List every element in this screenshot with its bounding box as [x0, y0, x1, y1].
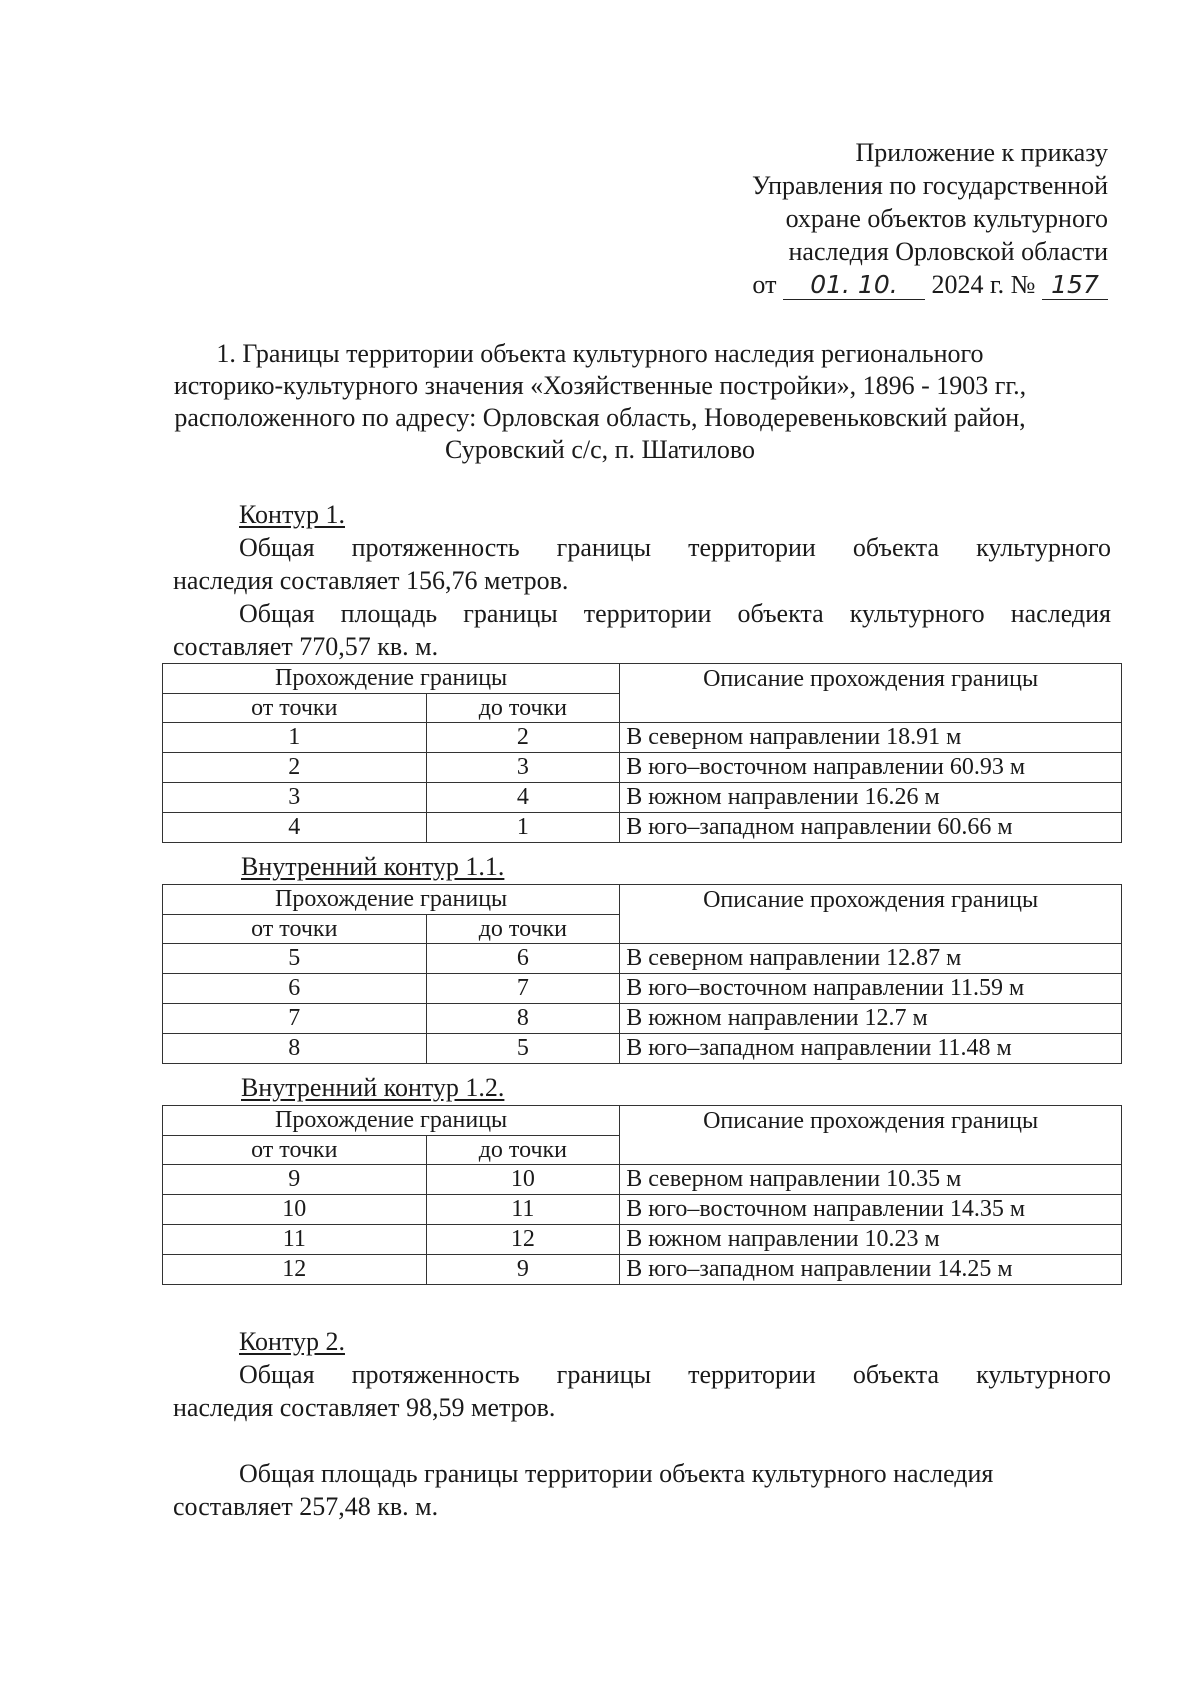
header-to: до точки — [426, 915, 620, 944]
cell-to: 11 — [426, 1195, 620, 1225]
table-row — [163, 813, 1122, 843]
cell-from: 6 — [163, 974, 427, 1004]
contour1-length-line1: Общая протяженность границы территории объекта культурного — [239, 533, 1111, 562]
inner-contour-1-2-label: Внутренний контур 1.2. — [241, 1073, 505, 1102]
header-block — [752, 136, 1108, 301]
contour1-length-line2: наследия составляет 156,76 метров. — [173, 566, 569, 595]
header-passage: Прохождение границы — [163, 664, 620, 694]
cell-from: 12 — [163, 1255, 427, 1285]
boundary-table-inner-1-2 — [162, 1105, 1122, 1285]
cell-from: 8 — [163, 1034, 427, 1064]
contour1-label: Контур 1. — [239, 500, 345, 529]
table-row — [163, 1034, 1122, 1064]
contour2-area-line2: составляет 257,48 кв. м. — [173, 1492, 439, 1521]
cell-description: В юго–восточном направлении 60.93 м — [620, 753, 1122, 783]
table-row — [163, 1225, 1122, 1255]
cell-description: В южном направлении 16.26 м — [620, 783, 1122, 813]
header-description: Описание прохождения границы — [620, 885, 1122, 944]
title-line-3: расположенного по адресу: Орловская область, Новодеревеньковский район, — [174, 403, 1026, 432]
year-text: 2024 г. № — [931, 270, 1036, 299]
header-from: от точки — [163, 1136, 427, 1165]
inner-contour-1-1-label: Внутренний контур 1.1. — [241, 852, 505, 881]
cell-description: В юго–восточном направлении 14.35 м — [620, 1195, 1122, 1225]
cell-to: 9 — [426, 1255, 620, 1285]
table-row — [163, 1255, 1122, 1285]
handwritten-number: 157 — [1042, 271, 1108, 300]
header-to: до точки — [426, 1136, 620, 1165]
header-line-1: Приложение к приказу — [855, 138, 1108, 167]
cell-from: 11 — [163, 1225, 427, 1255]
cell-to: 8 — [426, 1004, 620, 1034]
cell-to: 7 — [426, 974, 620, 1004]
cell-to: 3 — [426, 753, 620, 783]
cell-to: 10 — [426, 1165, 620, 1195]
cell-from: 9 — [163, 1165, 427, 1195]
cell-description: В южном направлении 12.7 м — [620, 1004, 1122, 1034]
cell-description: В южном направлении 10.23 м — [620, 1225, 1122, 1255]
contour2-section — [173, 1325, 1111, 1523]
cell-from: 7 — [163, 1004, 427, 1034]
table-row — [163, 783, 1122, 813]
cell-description: В юго–западном направлении 11.48 м — [620, 1034, 1122, 1064]
header-line-2: Управления по государственной — [751, 171, 1108, 200]
cell-to: 5 — [426, 1034, 620, 1064]
cell-to: 2 — [426, 723, 620, 753]
cell-from: 5 — [163, 944, 427, 974]
header-date-line — [752, 268, 1108, 301]
cell-to: 4 — [426, 783, 620, 813]
contour2-length-line1: Общая протяженность границы территории объекта культурного — [239, 1360, 1111, 1389]
cell-description: В юго–западном направлении 60.66 м — [620, 813, 1122, 843]
cell-description: В юго–западном направлении 14.25 м — [620, 1255, 1122, 1285]
header-from: от точки — [163, 694, 427, 723]
header-line-3: охране объектов культурного — [785, 204, 1108, 233]
title-line-2: историко-культурного значения «Хозяйственные постройки», 1896 - 1903 гг., — [173, 371, 1027, 400]
header-from: от точки — [163, 915, 427, 944]
cell-from: 1 — [163, 723, 427, 753]
table-row — [163, 1004, 1122, 1034]
cell-to: 12 — [426, 1225, 620, 1255]
table-row — [163, 1195, 1122, 1225]
cell-description: В северном направлении 12.87 м — [620, 944, 1122, 974]
contour1-area-line1: Общая площадь границы территории объекта культурного наследия — [239, 599, 1111, 628]
cell-description: В юго–восточном направлении 11.59 м — [620, 974, 1122, 1004]
cell-description: В северном направлении 18.91 м — [620, 723, 1122, 753]
contour1-section — [173, 498, 1111, 663]
contour2-length-line2: наследия составляет 98,59 метров. — [173, 1393, 556, 1422]
contour2-area-line1: Общая площадь границы территории объекта культурного наследия — [239, 1459, 994, 1488]
boundary-table-inner-1-1 — [162, 884, 1122, 1064]
header-passage: Прохождение границы — [163, 1106, 620, 1136]
cell-from: 2 — [163, 753, 427, 783]
table-row — [163, 974, 1122, 1004]
handwritten-date: 01. 10. — [783, 271, 925, 300]
cell-description: В северном направлении 10.35 м — [620, 1165, 1122, 1195]
table-row — [163, 753, 1122, 783]
date-prefix: от — [752, 270, 777, 299]
table-row — [163, 944, 1122, 974]
table-row — [163, 723, 1122, 753]
document-title — [150, 338, 1050, 466]
cell-from: 10 — [163, 1195, 427, 1225]
header-description: Описание прохождения границы — [620, 1106, 1122, 1165]
boundary-table-contour1 — [162, 663, 1122, 843]
header-description: Описание прохождения границы — [620, 664, 1122, 723]
cell-from: 4 — [163, 813, 427, 843]
header-passage: Прохождение границы — [163, 885, 620, 915]
title-line-4: Суровский с/с, п. Шатилово — [445, 435, 755, 464]
header-to: до точки — [426, 694, 620, 723]
title-line-1: 1. Границы территории объекта культурного наследия регионального — [216, 339, 984, 368]
header-line-4: наследия Орловской области — [788, 237, 1108, 266]
contour1-area-line2: составляет 770,57 кв. м. — [173, 632, 439, 661]
cell-to: 1 — [426, 813, 620, 843]
contour2-label: Контур 2. — [239, 1327, 345, 1356]
cell-from: 3 — [163, 783, 427, 813]
table-row — [163, 1165, 1122, 1195]
cell-to: 6 — [426, 944, 620, 974]
